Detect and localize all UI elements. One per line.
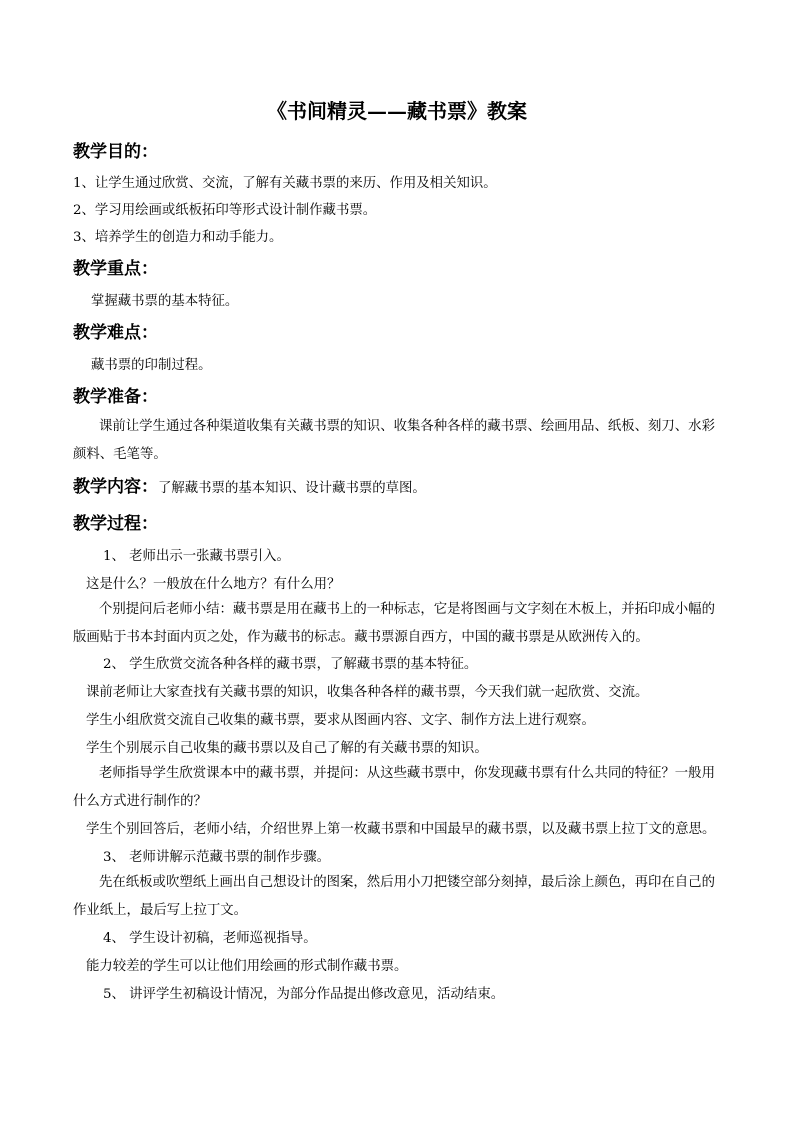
process-paragraph-7: 先在纸板或吹塑纸上画出自己想设计的图案，然后用小刀把镂空部分刻掉，最后涂上颜色，再印在自己的作业纸上，最后写上拉丁文。 [73,875,715,918]
objective-item-1: 1、让学生通过欣赏、交流，了解有关藏书票的来历、作用及相关知识。 [73,176,497,191]
process-paragraph-8: 能力较差的学生可以让他们用绘画的形式制作藏书票。 [86,959,408,974]
key-point-text: 掌握藏书票的基本特征。 [91,294,239,309]
process-heading: 教学过程： [73,514,158,534]
preparation-heading: 教学准备： [73,387,158,407]
objective-item-2: 2、学习用绘画或纸板拓印等形式设计制作藏书票。 [73,203,377,218]
process-step-5: 5、 讲评学生初稿设计情况，为部分作品提出修改意见，活动结束。 [103,987,505,1002]
objective-item-3: 3、培养学生的创造力和动手能力。 [73,230,283,245]
process-paragraph-5: 老师指导学生欣赏课本中的藏书票，并提问：从这些藏书票中，你发现藏书票有什么共同的特征？一般用什么方式进行制作的？ [73,766,715,809]
process-paragraph-4: 学生个别展示自己收集的藏书票以及自己了解的有关藏书票的知识。 [86,741,488,756]
content-heading-label: 教学内容： [73,477,158,497]
objectives-heading: 教学目的： [73,142,158,162]
process-step-4: 4、 学生设计初稿，老师巡视指导。 [103,931,317,946]
process-question: 这是什么？一般放在什么地方？有什么用？ [86,577,341,592]
key-point-heading: 教学重点： [73,259,158,279]
difficulty-heading: 教学难点： [73,323,158,343]
content-text: 了解藏书票的基本知识、设计藏书票的草图。 [158,481,426,496]
process-paragraph-3: 学生小组欣赏交流自己收集的藏书票，要求从图画内容、文字、制作方法上进行观察。 [86,713,595,728]
process-step-3: 3、 老师讲解示范藏书票的制作步骤。 [103,850,331,865]
content-heading [73,476,426,500]
preparation-text: 课前让学生通过各种渠道收集有关藏书票的知识、收集各种各样的藏书票、绘画用品、纸板、刻刀、水彩颜料、毛笔等。 [73,419,715,462]
difficulty-text: 藏书票的印制过程。 [91,358,212,373]
process-paragraph-6: 学生个别回答后，老师小结，介绍世界上第一枚藏书票和中国最早的藏书票，以及藏书票上拉丁文的意思。 [86,822,716,837]
process-step-2: 2、 学生欣赏交流各种各样的藏书票，了解藏书票的基本特征。 [103,657,478,672]
process-paragraph-1: 个别提问后老师小结：藏书票是用在藏书上的一种标志，它是将图画与文字刻在木板上，并拓印成小幅的版画贴于书本封面内页之处，作为藏书的标志。藏书票源自西方，中国的藏书票是从欧洲传入的。 [73,602,715,645]
process-paragraph-2: 课前老师让大家查找有关藏书票的知识，收集各种各样的藏书票，今天我们就一起欣赏、交流。 [86,685,649,700]
process-step-1: 1、 老师出示一张藏书票引入。 [103,549,290,564]
document-title: 《书间精灵——藏书票》教案 [267,99,527,123]
